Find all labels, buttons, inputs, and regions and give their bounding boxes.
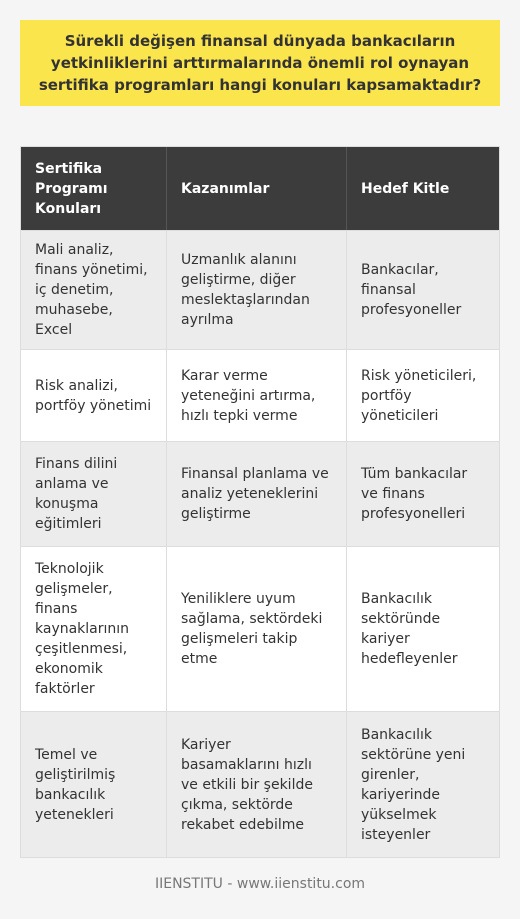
cell-gains: Finansal planlama ve analiz yeteneklerini geliştirme (166, 442, 346, 546)
cell-audience: Bankacılar, finansal profesyoneller (346, 231, 499, 349)
cell-audience: Bankacılık sektöründe kariyer hedefleyenler (346, 547, 499, 711)
cell-audience: Risk yöneticileri, portföy yöneticileri (346, 350, 499, 441)
header-topics: Sertifika Programı Konuları (35, 160, 108, 217)
cell-topics: Temel ve geliştirilmiş bankacılık yetenekleri (35, 746, 116, 823)
cell-topics: Finans dilini anlama ve konuşma eğitimleri (35, 456, 118, 532)
header-gains: Kazanımlar (166, 147, 346, 230)
table-row (21, 350, 499, 442)
cell-audience: Tüm bankacılar ve finans profesyonelleri (346, 442, 499, 546)
header-audience: Hedef Kitle (346, 147, 499, 230)
cell-topics: Mali analiz, finans yönetimi, iç denetim, muhasebe, Excel (35, 242, 148, 338)
cell-audience: Bankacılık sektörüne yeni girenler, kariyerinde yükselmek isteyenler (346, 712, 499, 857)
cell-gains: Karar verme yeteneğini artırma, hızlı tepki verme (166, 350, 346, 441)
footer-credit: IIENSTITU - www.iienstitu.com (154, 876, 366, 892)
table-row (21, 712, 499, 857)
cell-topics: Risk analizi, portföy yönetimi (35, 377, 152, 414)
question-title: Sürekli değişen finansal dünyada bankacıların yetkinliklerini arttırmalarında önemli rol oynayan sertifika programları hangi konuları kapsamaktadır? (20, 20, 500, 106)
table-row (21, 442, 499, 547)
table-header-row (21, 147, 499, 231)
cell-gains: Kariyer basamaklarını hızlı ve etkili bir şekilde çıkma, sektörde rekabet edebilme (166, 712, 346, 857)
cell-gains: Yeniliklere uyum sağlama, sektördeki gelişmeleri takip etme (166, 547, 346, 711)
cell-topics: Teknolojik gelişmeler, finans kaynaklarının çeşitlenmesi, ekonomik faktörler (35, 561, 130, 697)
certificate-table (20, 146, 500, 858)
table-row (21, 231, 499, 350)
table-row (21, 547, 499, 712)
cell-gains: Uzmanlık alanını geliştirme, diğer meslektaşlarından ayrılma (166, 231, 346, 349)
